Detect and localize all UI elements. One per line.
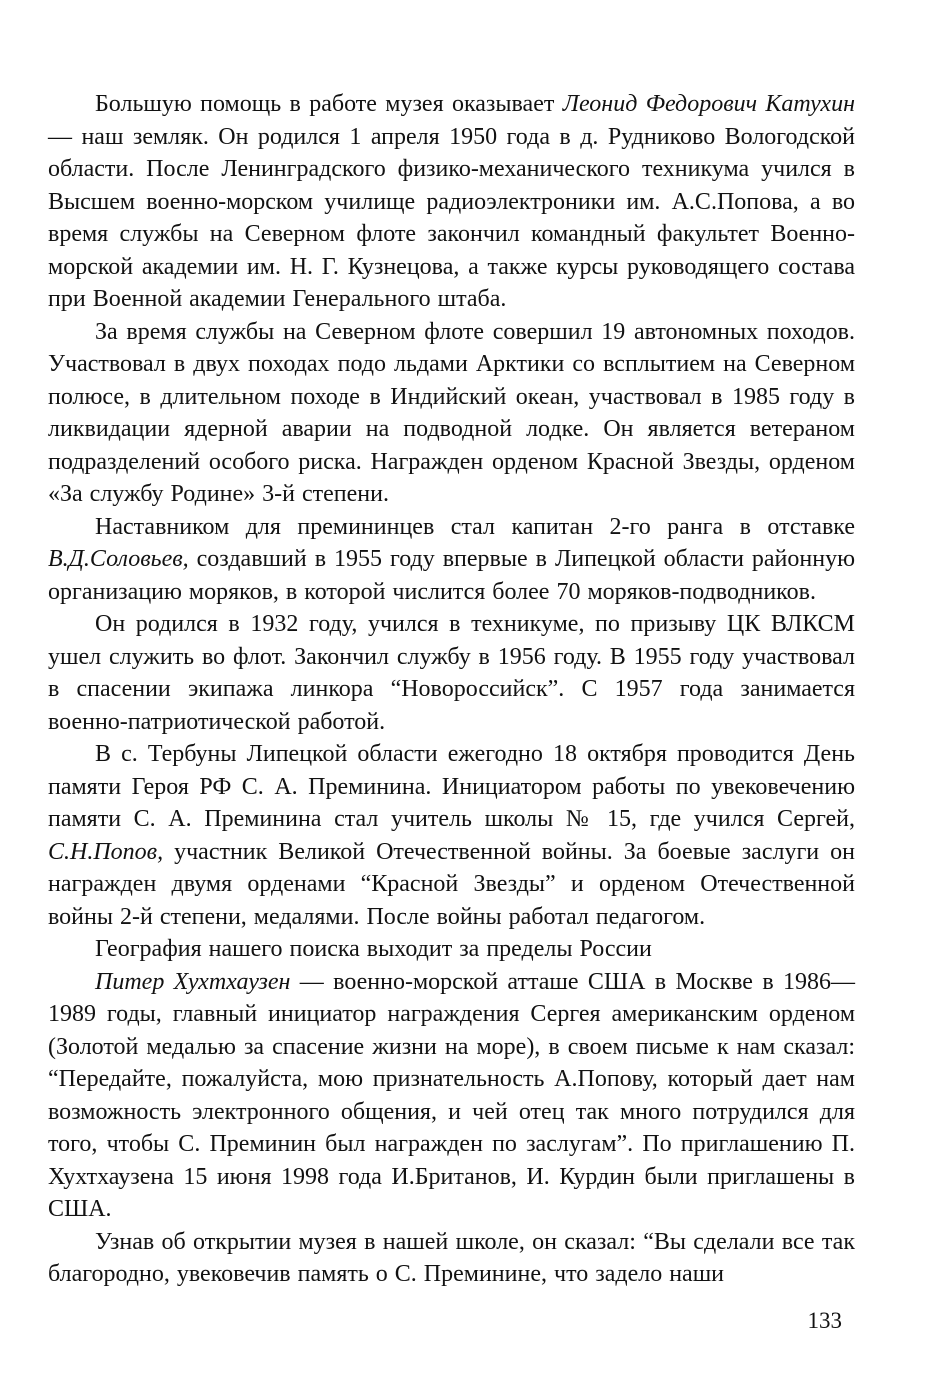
paragraph-born-1932 bbox=[48, 608, 855, 738]
text-run-italic-name: С.Н.Попов, bbox=[48, 838, 164, 865]
text-run: География нашего поиска выходит за пределы России bbox=[95, 936, 652, 962]
text-run: Он родился в 1932 году, учился в техникуме, по призыву ЦК ВЛКСМ ушел служить во флот. Закончил службу в 1956 году. В 1955 году участвовал в спасении экипажа линкора “Новороссийск”. С 1957 года занимается военно-патриотической работой. bbox=[48, 611, 855, 735]
text-run: В с. Тербуны Липецкой области ежегодно 18 октября проводится День памяти Героя РФ С. А. Преминина. Инициатором работы по увековечению памяти С. А. Преминина стал учитель школы № 15, где учился Сергей, bbox=[48, 741, 855, 832]
text-run: участник Великой Отечественной войны. За боевые заслуги он награжден двумя орденами “Красной Звезды” и орденом Отечественной войны 2-й степени, медалями. После войны работал педагогом. bbox=[48, 838, 855, 930]
paragraph-geography bbox=[48, 933, 855, 966]
text-run: Наставником для премининцев стал капитан 2-го ранга в отставке bbox=[95, 513, 855, 540]
paragraph-katukhin bbox=[48, 88, 855, 316]
paragraph-museum-opening bbox=[48, 1226, 855, 1291]
paragraph-huchthausen bbox=[48, 966, 855, 1226]
text-run: создавший в 1955 году впервые в Липецкой области районную организацию моряков, в которой числится более 70 моряков-подводников. bbox=[48, 546, 855, 605]
text-run: Узнав об открытии музея в нашей школе, он сказал: “Вы сделали все так благородно, увековечив память о С. Преминине, что задело наши bbox=[48, 1228, 855, 1287]
text-run: За время службы на Северном флоте совершил 19 автономных походов. Участвовал в двух походах подо льдами Арктики со всплытием на Северном полюсе, в длительном походе в Индийский океан, участвовал в 1985 году в ликвидации ядерной аварии на подводной лодке. Он является ветераном подразделений особого риска. Награжден орденом Красной Звезды, орденом «За службу Родине» 3-й степени. bbox=[48, 318, 855, 507]
text-run: — военно-морской атташе США в Москве в 1986—1989 годы, главный инициатор награждения Сергея американским орденом (Золотой медалью за спасение жизни на море), в своем письме к нам сказал: “Передайте, пожалуйста, мою признательность А.Попову, который дает нам возможность электронного общения, и чей отец так много потрудился для того, чтобы С. Преминин был награжден по заслугам”. По приглашению П. Хухтхаузена 15 июня 1998 года И.Британов, И. Курдин были приглашены в США. bbox=[48, 968, 856, 1222]
text-run: — наш земляк. Он родился 1 апреля 1950 года в д. Рудниково Вологодской области. После Ленинградского физико-механического техникума учился в Высшем военно-морском училище радиоэлектроники им. А.С.Попова, а во время службы на Северном флоте закончил командный факультет Военно-морской академии им. Н. Г. Кузнецова, а также курсы руководящего состава при Военной академии Генерального штаба. bbox=[48, 123, 855, 312]
paragraph-terbuny bbox=[48, 738, 855, 933]
paragraph-service bbox=[48, 316, 855, 511]
text-run-italic-name: В.Д.Соловьев, bbox=[48, 546, 189, 572]
text-run-italic-name: Питер Хухтхаузен bbox=[95, 968, 291, 995]
text-run: Большую помощь в работе музея оказывает bbox=[95, 91, 563, 117]
paragraph-solovyev bbox=[48, 511, 855, 609]
body-text bbox=[48, 88, 855, 1291]
text-run-italic-name: Леонид Федорович Катухин bbox=[562, 91, 855, 117]
page-number: 133 bbox=[807, 1307, 842, 1333]
